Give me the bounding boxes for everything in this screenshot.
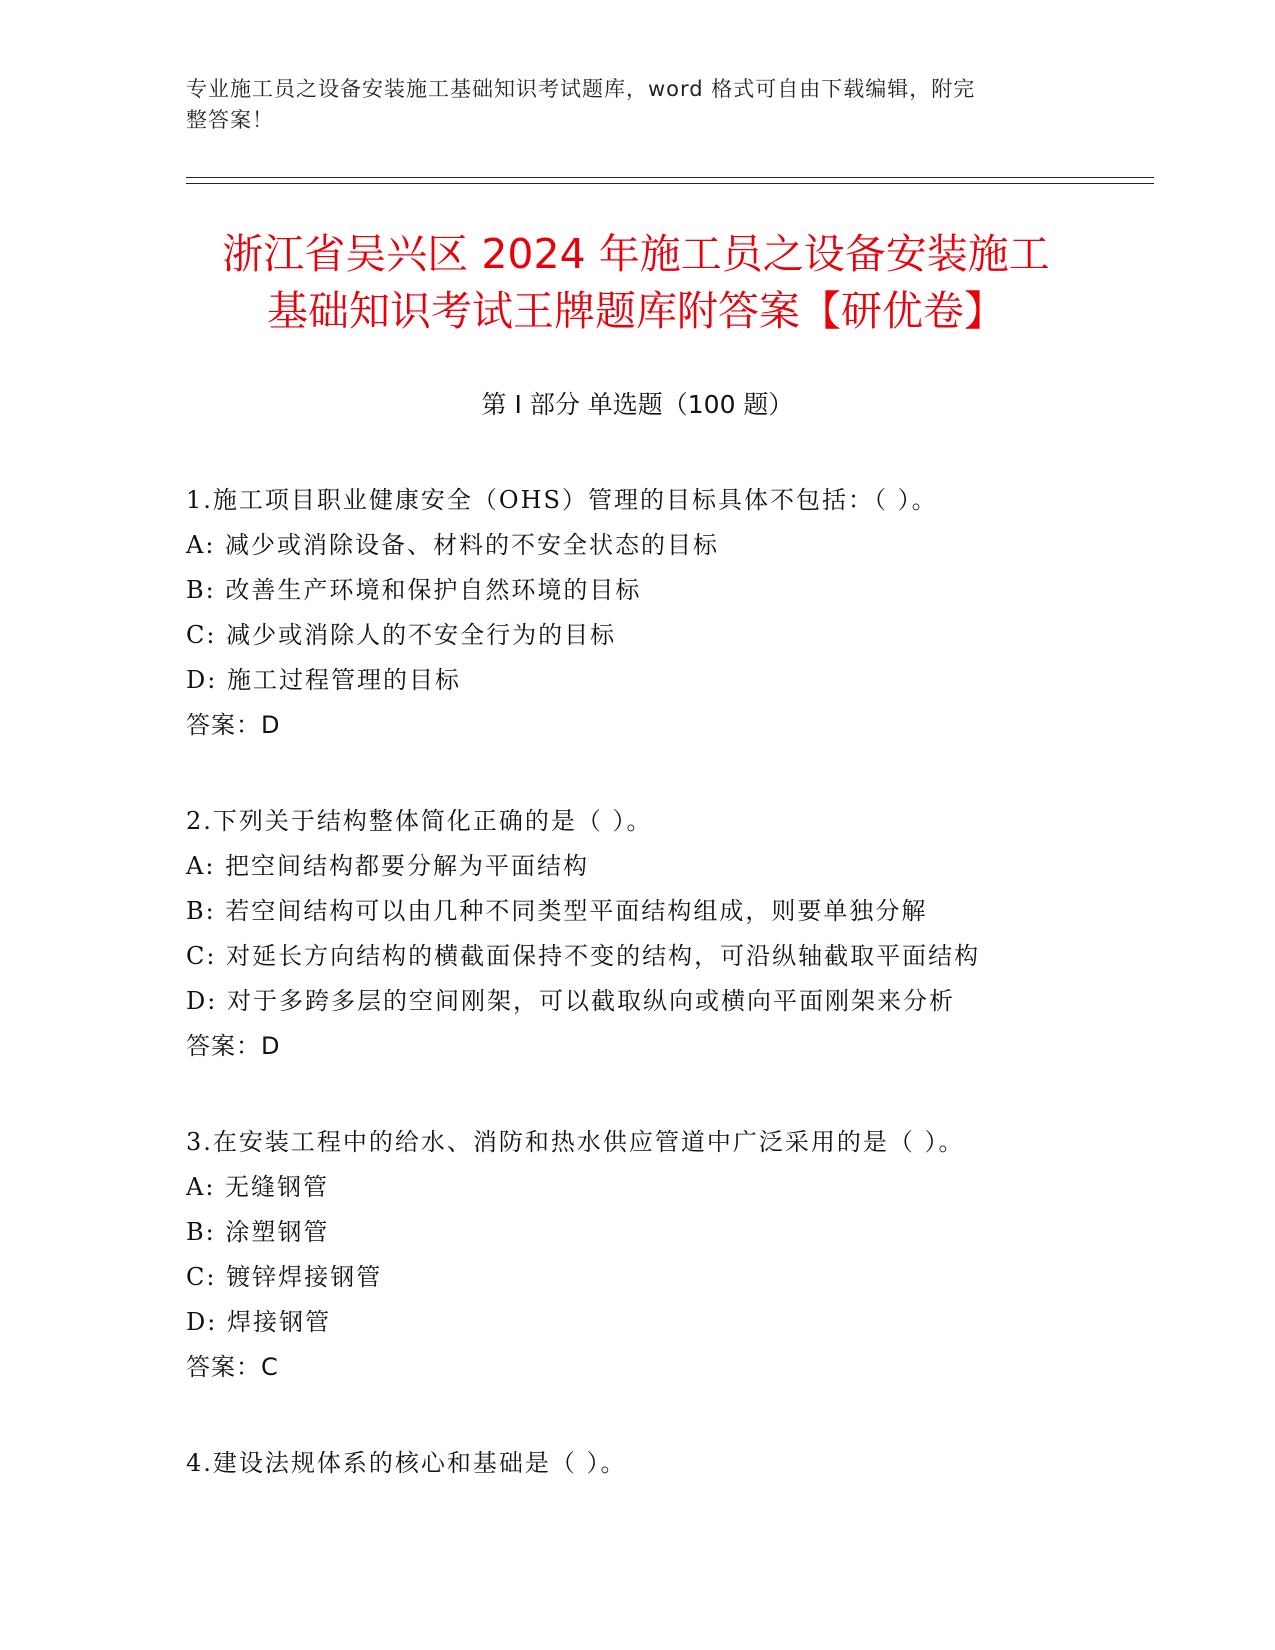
option-b: B: 若空间结构可以由几种不同类型平面结构组成，则要单独分解 — [186, 897, 928, 925]
option-c: C: 镀锌焊接钢管 — [186, 1263, 383, 1291]
answer-label: 答案：D — [186, 711, 281, 739]
question-list — [186, 478, 1136, 1486]
option-d: D: 施工过程管理的目标 — [186, 666, 461, 694]
document-title-line-2: 基础知识考试王牌题库附答案【研优卷】 — [267, 287, 1005, 335]
question-stem: 1.施工项目职业健康安全（OHS）管理的目标具体不包括：（ ）。 — [186, 486, 938, 514]
question-4 — [186, 1441, 1136, 1486]
header-rule-top — [186, 177, 1154, 178]
option-a: A: 把空间结构都要分解为平面结构 — [186, 852, 590, 880]
question-spacer — [186, 748, 1136, 799]
section-heading: 第 I 部分 单选题（100 题） — [481, 390, 794, 419]
question-3 — [186, 1120, 1136, 1390]
answer-label: 答案：C — [186, 1353, 279, 1381]
document-title-line-1: 浙江省吴兴区 2024 年施工员之设备安装施工 — [222, 230, 1050, 278]
option-a: A: 减少或消除设备、材料的不安全状态的目标 — [186, 531, 720, 559]
header-note-line-1: 专业施工员之设备安装施工基础知识考试题库，word 格式可自由下载编辑，附完 — [186, 77, 976, 101]
question-stem: 4.建设法规体系的核心和基础是（ ）。 — [186, 1449, 627, 1477]
question-spacer — [186, 1069, 1136, 1120]
option-d: D: 焊接钢管 — [186, 1308, 331, 1336]
option-b: B: 改善生产环境和保护自然环境的目标 — [186, 576, 642, 604]
header-note — [186, 74, 1066, 136]
option-b: B: 涂塑钢管 — [186, 1218, 330, 1246]
question-2 — [186, 799, 1136, 1069]
option-c: C: 对延长方向结构的横截面保持不变的结构，可沿纵轴截取平面结构 — [186, 942, 981, 970]
answer-label: 答案：D — [186, 1032, 281, 1060]
document-title — [186, 226, 1086, 340]
option-c: C: 减少或消除人的不安全行为的目标 — [186, 621, 617, 649]
option-a: A: 无缝钢管 — [186, 1173, 330, 1201]
question-1 — [186, 478, 1136, 748]
option-d: D: 对于多跨多层的空间刚架，可以截取纵向或横向平面刚架来分析 — [186, 987, 955, 1015]
header-rule-bottom — [186, 183, 1154, 184]
question-stem: 3.在安装工程中的给水、消防和热水供应管道中广泛采用的是（ ）。 — [186, 1128, 965, 1156]
question-spacer — [186, 1390, 1136, 1441]
question-stem: 2.下列关于结构整体简化正确的是（ ）。 — [186, 807, 653, 835]
header-note-line-2: 整答案！ — [186, 108, 274, 132]
